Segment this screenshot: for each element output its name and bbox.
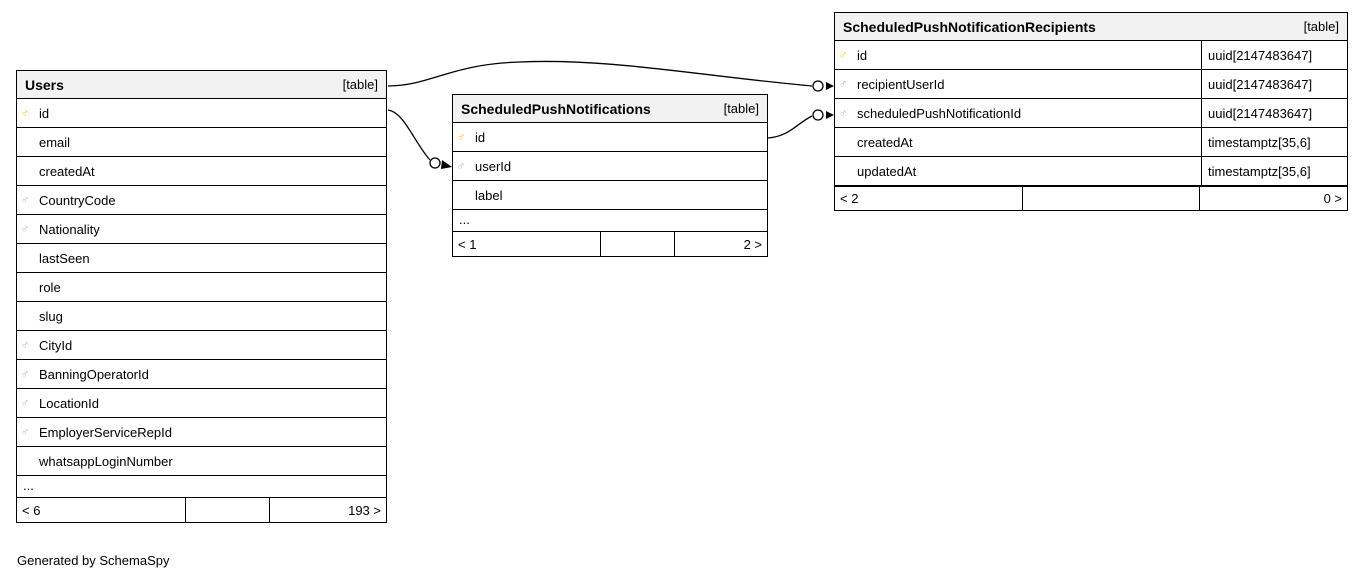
foreign-key-icon: ♂ bbox=[20, 193, 30, 207]
table-row[interactable] bbox=[17, 273, 386, 302]
table-users[interactable] bbox=[16, 70, 387, 523]
column-name: role bbox=[39, 279, 61, 295]
footer-prev[interactable]: < 1 bbox=[458, 236, 477, 252]
column-name: createdAt bbox=[857, 134, 913, 150]
column-name: email bbox=[39, 134, 71, 150]
foreign-key-icon: ♂ bbox=[20, 338, 30, 352]
column-name: recipientUserId bbox=[857, 76, 945, 92]
primary-key-icon: ♂ bbox=[838, 48, 848, 62]
table-row[interactable] bbox=[453, 181, 767, 210]
column-type: uuid[2147483647] bbox=[1201, 70, 1347, 98]
table-row[interactable] bbox=[17, 157, 386, 186]
table-row[interactable] bbox=[17, 389, 386, 418]
column-name: id bbox=[475, 129, 486, 145]
foreign-key-icon: ♂ bbox=[20, 367, 30, 381]
foreign-key-icon: ♂ bbox=[20, 222, 30, 236]
edge-arrow bbox=[826, 82, 834, 90]
edge-spn-to-recipients bbox=[768, 116, 812, 138]
column-name: LocationId bbox=[39, 395, 99, 411]
more-columns-indicator: ... bbox=[453, 210, 767, 232]
column-name: id bbox=[857, 47, 868, 63]
footer-next[interactable]: 0 > bbox=[1323, 191, 1342, 206]
edge-arrow bbox=[441, 160, 452, 169]
table-row[interactable] bbox=[17, 360, 386, 389]
foreign-key-icon: ♂ bbox=[838, 77, 848, 91]
table-header[interactable] bbox=[835, 13, 1347, 41]
column-name: createdAt bbox=[39, 163, 95, 179]
table-row[interactable] bbox=[17, 99, 386, 128]
table-tag: [table] bbox=[342, 77, 378, 92]
footer-middle bbox=[1022, 187, 1200, 210]
table-row[interactable] bbox=[17, 331, 386, 360]
table-row[interactable] bbox=[17, 186, 386, 215]
more-columns-indicator: ... bbox=[17, 476, 386, 498]
column-name: updatedAt bbox=[857, 163, 917, 179]
foreign-key-icon: ♂ bbox=[838, 106, 848, 120]
column-type: timestamptz[35,6] bbox=[1201, 128, 1347, 156]
edge-arrow bbox=[826, 111, 834, 119]
table-row[interactable] bbox=[835, 128, 1347, 157]
column-type: uuid[2147483647] bbox=[1201, 99, 1347, 127]
table-title: Users bbox=[25, 76, 64, 93]
footer-prev[interactable]: < 6 bbox=[22, 502, 41, 518]
table-scheduled-push-notifications[interactable] bbox=[452, 94, 768, 257]
foreign-key-icon: ♂ bbox=[20, 425, 30, 439]
footer-prev[interactable]: < 2 bbox=[840, 191, 859, 206]
footer-middle bbox=[600, 232, 675, 256]
generated-by-label: Generated by SchemaSpy bbox=[17, 553, 170, 568]
table-row[interactable] bbox=[17, 302, 386, 331]
foreign-key-icon: ♂ bbox=[456, 159, 466, 173]
primary-key-icon: ♂ bbox=[456, 130, 466, 144]
edge-endpoint-circle bbox=[813, 81, 823, 91]
table-row[interactable] bbox=[835, 41, 1347, 70]
edge-users-to-recipients bbox=[388, 61, 812, 86]
footer-middle bbox=[185, 498, 270, 522]
table-scheduled-push-notification-recipients[interactable] bbox=[834, 12, 1348, 211]
column-type: timestamptz[35,6] bbox=[1201, 157, 1347, 185]
table-row[interactable] bbox=[17, 215, 386, 244]
table-row[interactable] bbox=[835, 157, 1347, 186]
column-name: label bbox=[475, 187, 503, 203]
column-name: scheduledPushNotificationId bbox=[857, 105, 1022, 121]
foreign-key-icon: ♂ bbox=[20, 396, 30, 410]
column-name: userId bbox=[475, 158, 512, 174]
column-name: whatsappLoginNumber bbox=[39, 453, 173, 469]
table-tag: [table] bbox=[1303, 19, 1339, 34]
table-row[interactable] bbox=[453, 152, 767, 181]
column-name: BanningOperatorId bbox=[39, 366, 149, 382]
table-footer[interactable] bbox=[17, 498, 386, 522]
column-type: uuid[2147483647] bbox=[1201, 41, 1347, 69]
table-footer[interactable] bbox=[453, 232, 767, 256]
table-tag: [table] bbox=[723, 101, 759, 116]
table-row[interactable] bbox=[835, 99, 1347, 128]
table-row[interactable] bbox=[453, 123, 767, 152]
column-name: CityId bbox=[39, 337, 73, 353]
table-footer[interactable] bbox=[835, 186, 1347, 210]
primary-key-icon: ♂ bbox=[20, 106, 30, 120]
footer-next[interactable]: 193 > bbox=[348, 502, 381, 518]
table-row[interactable] bbox=[17, 244, 386, 273]
column-name: slug bbox=[39, 308, 63, 324]
table-header[interactable] bbox=[17, 71, 386, 99]
column-name: Nationality bbox=[39, 221, 100, 237]
table-row[interactable] bbox=[835, 70, 1347, 99]
column-name: CountryCode bbox=[39, 192, 116, 208]
table-title: ScheduledPushNotifications bbox=[461, 100, 651, 117]
table-title: ScheduledPushNotificationRecipients bbox=[843, 18, 1096, 35]
table-header[interactable] bbox=[453, 95, 767, 123]
table-row[interactable] bbox=[17, 447, 386, 476]
table-row[interactable] bbox=[17, 418, 386, 447]
footer-next[interactable]: 2 > bbox=[743, 236, 762, 252]
column-name: lastSeen bbox=[39, 250, 90, 266]
table-row[interactable] bbox=[17, 128, 386, 157]
column-name: EmployerServiceRepId bbox=[39, 424, 172, 440]
edge-endpoint-circle bbox=[813, 110, 823, 120]
column-name: id bbox=[39, 105, 50, 121]
edge-users-to-spn bbox=[388, 110, 430, 160]
edge-endpoint-circle bbox=[430, 158, 440, 168]
